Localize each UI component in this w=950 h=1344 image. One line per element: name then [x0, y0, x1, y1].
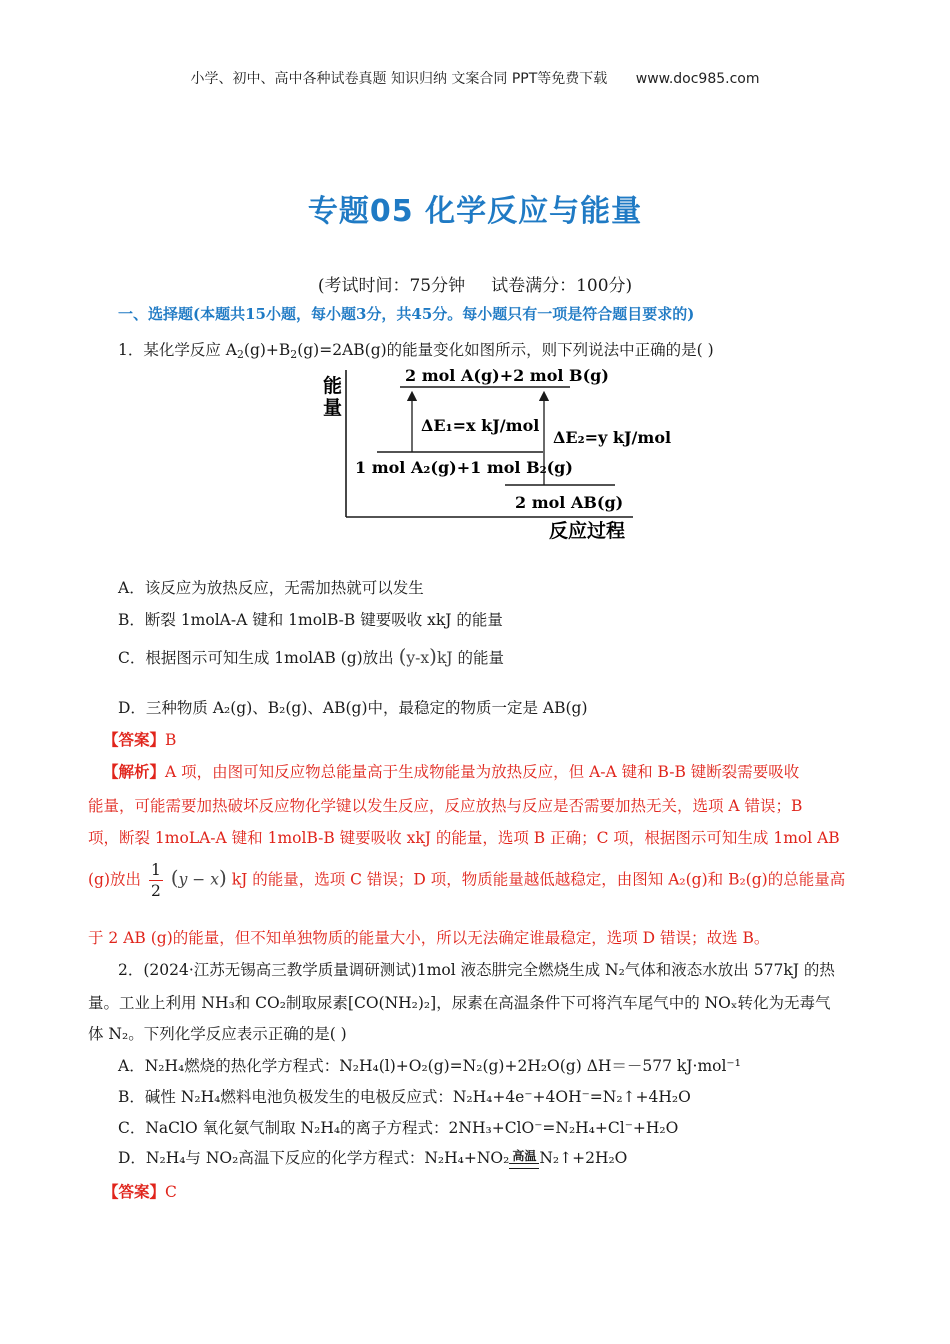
energy-diagram: [315, 362, 675, 547]
banner-text: 小学、初中、高中各种试卷真题 知识归纳 文案合同 PPT等免费下载: [190, 71, 608, 87]
level-mid-label: 1 mol A₂(g)+1 mol B₂(g): [355, 458, 573, 477]
q2-stem-line3: 体 N₂。下列化学反应表示正确的是( ): [88, 1025, 347, 1043]
q1-analysis-line4-pre: (g)放出: [88, 870, 142, 889]
q1-option-c-unit: kJ: [436, 649, 453, 667]
q2-option-b: B．碱性 N₂H₄燃料电池负极发生的电极反应式：N₂H₄+4e⁻+4OH⁻=N₂↑+4H₂O: [118, 1088, 691, 1106]
q1-analysis-line1: [103, 760, 799, 782]
exam-score: 试卷满分：100分): [491, 276, 633, 296]
q1-sub: 2: [290, 348, 298, 361]
q2-option-a: A．N₂H₄燃烧的热化学方程式：N₂H₄(l)+O₂(g)=N₂(g)+2H₂O(g) ΔH＝－577 kJ·mol⁻¹: [118, 1057, 741, 1075]
q1-stem-post: (g)=2AB(g)的能量变化如图所示，则下列说法中正确的是( ): [297, 341, 714, 359]
q1-option-c: C．根据图示可知生成 1molAB (g)放出 (y-x)kJ 的能量: [118, 644, 505, 668]
q1-analysis-line3: 项，断裂 1moLA-A 键和 1molB-B 键要吸收 xkJ 的能量，选项 B 正确；C 项，根据图示可知生成 1mol AB: [88, 829, 840, 847]
q1-analysis-text1: A 项，由图可知反应物总能量高于生成物能量为放热反应，但 A-A 键和 B-B 键断裂需要吸收: [165, 763, 800, 781]
section-heading: 一、选择题(本题共15小题，每小题3分，共45分。每小题只有一项是符合题目要求的): [118, 305, 695, 323]
y-axis-label-1: 能: [323, 375, 343, 397]
q1-answer-label: 【答案】: [103, 730, 166, 749]
q2-stem-line1: 2．(2024·江苏无锡高三教学质量调研测试)1mol 液态肼完全燃烧生成 N₂气体和液态水放出 577kJ 的热: [118, 961, 835, 979]
q1-sub: 2: [236, 348, 244, 361]
exam-time: (考试时间：75分钟: [317, 276, 466, 296]
exam-meta: [0, 271, 950, 296]
reaction-condition: [509, 1150, 539, 1169]
q2-answer: [103, 1180, 177, 1202]
half-fraction: [149, 860, 163, 901]
y-axis-label-2: 量: [323, 397, 343, 419]
q2-option-d: [118, 1146, 627, 1169]
q2-answer-label: 【答案】: [103, 1182, 166, 1201]
q2-option-c: C．NaClO 氧化氨气制取 N₂H₄的离子方程式：2NH₃+ClO⁻=N₂H₄+Cl⁻+H₂O: [118, 1119, 679, 1137]
q1-analysis-line2: 能量，可能需要加热破坏反应物化学键以发生反应，反应放热与反应是否需要加热无关，选项 A 错误；B: [88, 797, 803, 815]
reaction-condition-text: 高温: [512, 1148, 537, 1163]
q1-option-b: B．断裂 1molA-A 键和 1molB-B 键要吸收 xkJ 的能量: [118, 611, 503, 629]
fraction-denominator: 2: [150, 882, 161, 900]
q1-analysis-label: 【解析】: [103, 762, 166, 781]
q1-stem-pre: 1．某化学反应 A: [118, 341, 237, 359]
banner-site: www.doc985.com: [635, 71, 760, 87]
q2-answer-value: C: [165, 1183, 177, 1201]
q1-option-d: D．三种物质 A₂(g)、B₂(g)、AB(g)中，最稳定的物质一定是 AB(g): [118, 699, 588, 717]
q1-option-a: A．该反应为放热反应，无需加热就可以发生: [118, 579, 424, 597]
e1-label: ΔE₁=x kJ/mol: [421, 416, 540, 435]
q1-option-c-expr: y-x: [406, 649, 430, 667]
site-banner: [0, 68, 950, 88]
q1-analysis-line4: (g)放出 $\frac{1}{2}$ (y − x) kJ 的能量，选项 C 错误；D 项，物质能量越低越稳定，由图知 A₂(g)和 B₂(g)的总能量高: [88, 861, 846, 900]
q1-analysis-line4-post: kJ 的能量，选项 C 错误；D 项，物质能量越低越稳定，由图知 A₂(g)和 B₂(g)的总能量高: [231, 870, 846, 889]
reaction-condition-bars: [509, 1163, 539, 1169]
q1-stem: [118, 338, 714, 360]
q2-stem-line2: 量。工业上利用 NH₃和 CO₂制取尿素[CO(NH₂)₂]，尿素在高温条件下可将汽车尾气中的 NOₓ转化为无毒气: [88, 994, 831, 1012]
x-axis-label: 反应过程: [549, 520, 626, 542]
q1-option-c-post: 的能量: [457, 649, 505, 667]
q1-answer: [103, 728, 176, 750]
q2-option-d-pre: D．N₂H₄与 NO₂高温下反应的化学方程式：N₂H₄+NO₂: [118, 1149, 510, 1167]
q2-option-d-post: N₂↑+2H₂O: [539, 1149, 628, 1167]
q1-answer-value: B: [165, 731, 177, 749]
level-top-label: 2 mol A(g)+2 mol B(g): [405, 366, 609, 385]
page-title: 专题05 化学反应与能量: [307, 194, 643, 229]
q1-stem-mid: (g)+B: [243, 341, 291, 359]
e2-label: ΔE₂=y kJ/mol: [553, 428, 672, 447]
analysis-expr: y − x: [178, 870, 219, 889]
q1-analysis-line5: 于 2 AB (g)的能量，但不知单独物质的能量大小，所以无法确定谁最稳定，选项 D 错误；故选 B。: [88, 929, 770, 947]
level-low-label: 2 mol AB(g): [515, 493, 624, 512]
fraction-numerator: 1: [150, 861, 161, 879]
q1-option-c-pre: C．根据图示可知生成 1molAB (g)放出: [118, 649, 394, 667]
